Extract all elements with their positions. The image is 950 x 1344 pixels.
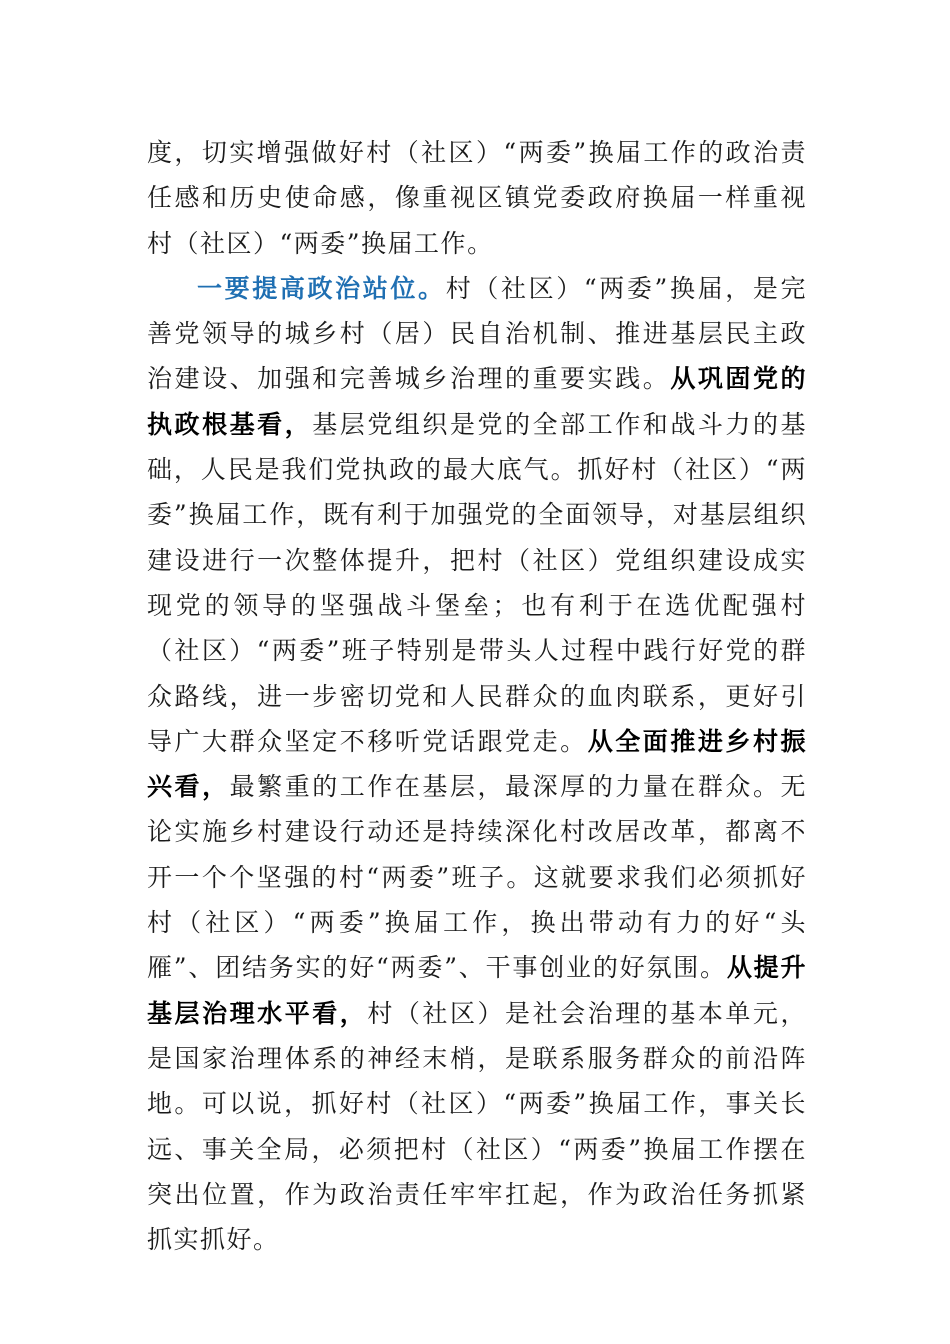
emphasis-rural-revitalization: 从全面推进乡村振兴看， (147, 726, 807, 802)
body-text-2: 基层党组织是党的全部工作和战斗力的基础，人民是我们党执政的最大底气。抓好村（社区）“两委”换届工作，既有利于加强党的全面领导，对基层组织建设进行一次整体提升，把村（社区）党组织建设成实现党的领导的坚强战斗堡垒；也有利于在选优配强村（社区）“两委”班子特别是带头人过程中践行好党的群众路线，进一步密切党和人民群众的血肉联系，更好引导广大群众坚定不移听党话跟党走。 (147, 409, 807, 756)
body-text-4: 村（社区）是社会治理的基本单元，是国家治理体系的神经末梢，是联系服务群众的前沿阵地。可以说，抓好村（社区）“两委”换届工作，事关长远、事关全局，必须把村（社区）“两委”换届工作摆在突出位置，作为政治责任牢牢扛起，作为政治任务抓紧抓实抓好。 (147, 998, 807, 1255)
paragraph-continuation: 度，切实增强做好村（社区）“两委”换届工作的政治责任感和历史使命感，像重视区镇党委政府换届一样重视村（社区）“两委”换届工作。 (147, 138, 807, 258)
document-body (147, 130, 807, 1262)
body-text-1: 村（社区）“两委”换届，是完善党领导的城乡村（居）民自治机制、推进基层民主政治建设、加强和完善城乡治理的重要实践。 (147, 273, 807, 394)
paragraph-political-stance (147, 266, 807, 1263)
body-text-3: 最繁重的工作在基层，最深厚的力量在群众。无论实施乡村建设行动还是持续深化村改居改革，都离不开一个个坚强的村“两委”班子。这就要求我们必须抓好村（社区）“两委”换届工作，换出带动有力的好“头雁”、团结务实的好“两委”、干事创业的好氛围。 (147, 772, 807, 983)
lead-heading: 一要提高政治站位。 (197, 273, 446, 303)
emphasis-consolidate-foundation: 从巩固党的执政根基看， (147, 364, 807, 439)
emphasis-governance-level: 从提升基层治理水平看， (147, 953, 807, 1028)
